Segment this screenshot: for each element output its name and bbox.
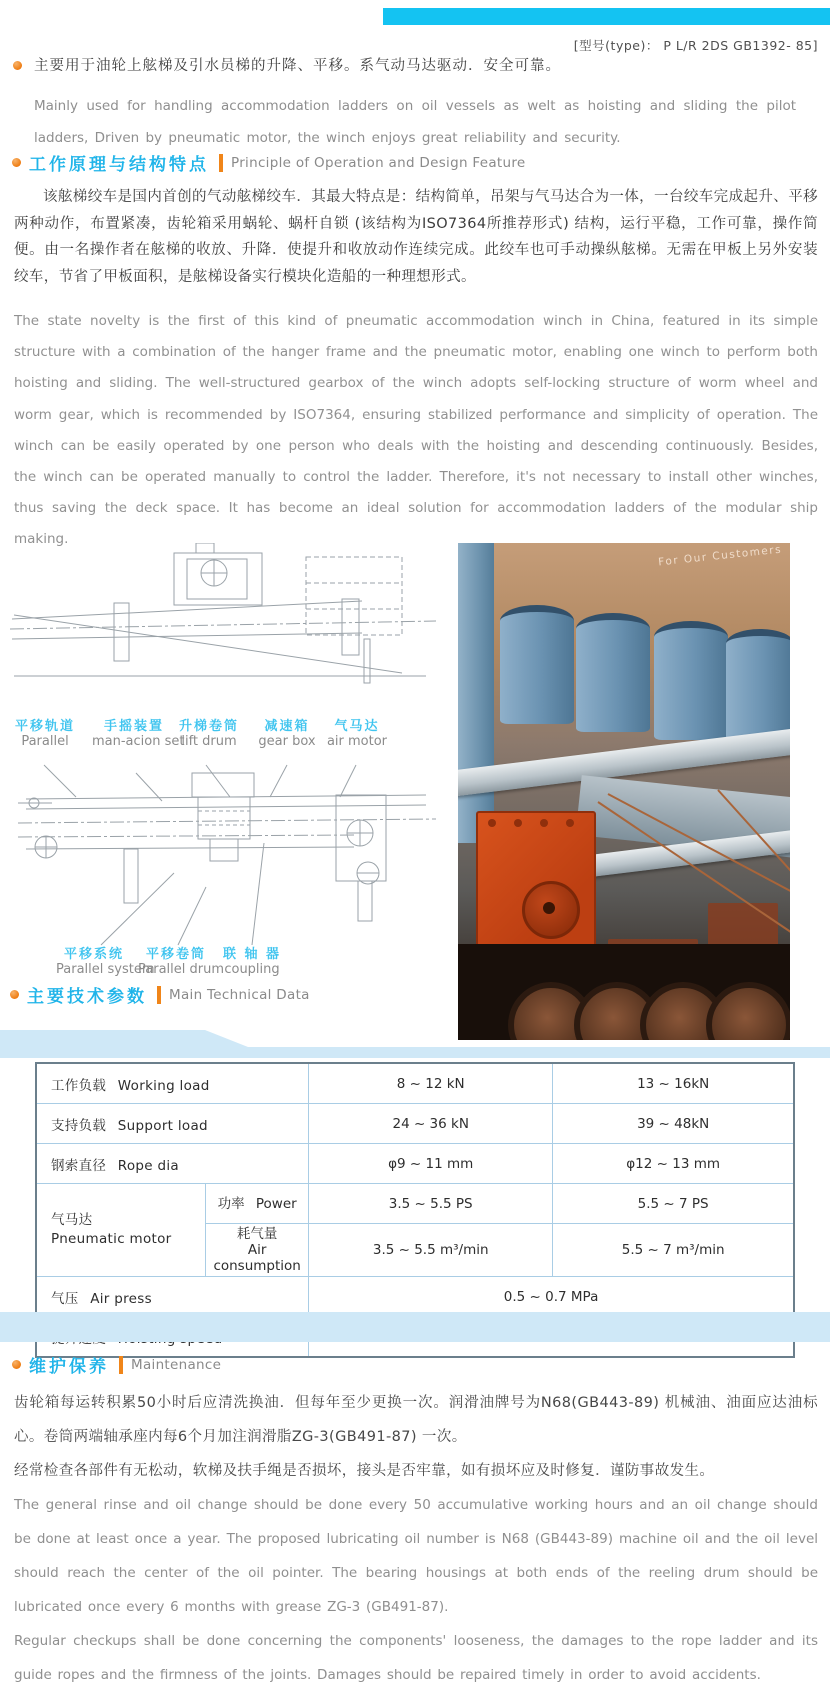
intro-text-zh: 主要用于油轮上舷梯及引水员梯的升降、平移。系气动马达驱动．安全可靠。: [34, 58, 561, 74]
photo-cylinder: [576, 613, 650, 732]
photo-cylinder: [654, 621, 728, 740]
callout-parallel-drum: 平移卷筒 Parallel drum: [138, 947, 224, 977]
maintenance-body: [14, 1386, 818, 1691]
product-photo: [458, 543, 790, 1040]
principle-body-en: The state novelty is the first of this kind of pneumatic accommodation winch in China, featured in its simple structure with a combination of the hanger frame and the pneumatic motor, enabling one winch to perform both hoisting and sliding. The well-structured gearbox of the winch adopts self-locking structure of worm wheel and worm gear, which is recommended by ISO7364, ensuring stabilized performance and simplicity of operation. The winch can be easily operated by one person who deals with the hoisting and descending continuously. Besides, the winch can be operated manually to control the ladder. Therefore, it's not necessary to install other winches, thus saving the deck space. It has become an ideal solution for accommodation ladders of the modular ship making.: [14, 313, 818, 548]
heading-divider-bar: [119, 1356, 123, 1374]
section-title-en: Maintenance: [131, 1356, 222, 1373]
maintenance-en-2: Regular checkups shall be done concerning the components' looseness, the damages to the rope ladder and its guide ropes and the firmness of the joints. Damages should be repaired timely in order to avoid accidents.: [14, 1633, 818, 1683]
table-row: 钢索直径 Rope dia φ9 ~ 11 mm φ12 ~ 13 mm: [36, 1144, 794, 1184]
decorative-band-bottom: [0, 1312, 830, 1342]
callout-manual-set: 手摇装置 man-acion set: [92, 719, 185, 749]
winch-technical-drawing: [6, 543, 440, 1013]
table-row: 工作负载 Working load 8 ~ 12 kN 13 ~ 16kN: [36, 1063, 794, 1104]
header-accent-bar: [383, 8, 830, 25]
section-heading-principle: [12, 150, 526, 175]
bullet-icon: [12, 1360, 21, 1369]
bullet-icon: [12, 158, 21, 167]
bullet-icon: [13, 61, 22, 70]
section-heading-technical: [10, 982, 310, 1007]
section-title-zh: 主要技术参数: [27, 987, 147, 1007]
bullet-icon: [10, 990, 19, 999]
photo-duct: [458, 543, 494, 843]
section-title-zh: 维护保养: [29, 1357, 109, 1377]
callout-gear-box: 减速箱 gear box: [258, 719, 316, 749]
table-row: 支持负载 Support load 24 ~ 36 kN 39 ~ 48kN: [36, 1104, 794, 1144]
drawing-linework: [6, 543, 440, 1013]
callout-parallel-system: 平移系统 Parallel system: [56, 947, 155, 977]
callout-parallel-rail: 平移轨道 Parallel: [14, 719, 75, 749]
photo-gearbox: [476, 811, 596, 953]
callout-air-motor: 气马达 air motor: [326, 719, 388, 749]
type-designation: [型号(type)： P L/R 2DS GB1392- 85]: [573, 38, 818, 53]
section-title-en: Principle of Operation and Design Feature: [231, 154, 526, 171]
maintenance-zh-1: 齿轮箱每运转积累50小时后应清洗换油．但每年至少更换一次。润滑油牌号为N68(GB443-89) 机械油、油面应达油标心。卷筒两端轴承座内每6个月加注润滑脂ZG-3(GB491-87) 一次。: [14, 1395, 818, 1445]
table-row: 耗气量 Air consumption 3.5 ~ 5.5 m³/min 5.5 ~ 7 m³/min: [36, 1224, 794, 1277]
table-row: 气马达 Pneumatic motor 功率 Power 3.5 ~ 5.5 PS 5.5 ~ 7 PS: [36, 1184, 794, 1224]
callout-lift-drum: 升梯卷筒 lift drum: [178, 719, 239, 749]
photo-cylinder: [500, 605, 574, 724]
table-row: 气压 Air press 0.5 ~ 0.7 MPa: [36, 1277, 794, 1317]
maintenance-en-1: The general rinse and oil change should be done every 50 accumulative working hours and an oil change should be done at least once a year. The proposed lubricating oil number is N68 (GB443-89) machine oil and the oil level should reach the center of the oil pointer. The bearing housings at both ends of the reeling drum should be lubricated once every 6 months with grease ZG-3 (GB491-87).: [14, 1497, 818, 1615]
heading-divider-bar: [157, 986, 161, 1004]
section-title-zh: 工作原理与结构特点: [29, 155, 209, 175]
principle-body-zh: 该舷梯绞车是国内首创的气动舷梯绞车．其最大特点是：结构简单，吊架与气马达合为一体，一台绞车完成起升、平移两种动作，布置紧凑，齿轮箱采用蜗轮、蜗杆自锁 (该结构为ISO7364所推荐形式) 结构，运行平稳，工作可靠，操作简便。由一名操作者在舷梯的收放、升降．使提升和收放动作连续完成。此绞车也可手动操纵舷梯。无需在甲板上另外安装绞车，节省了甲板面积，是舷梯设备实行模块化造船的一种理想形式。: [14, 189, 818, 285]
heading-divider-bar: [219, 154, 223, 172]
callout-coupling: 联 轴 器 coupling: [222, 947, 282, 977]
maintenance-zh-2: 经常检查各部件有无松动，软梯及扶手绳是否损坏，接头是否牢靠，如有损坏应及时修复．谨防事故发生。: [14, 1463, 715, 1479]
section-heading-maintenance: [12, 1352, 221, 1377]
photo-watermark: For Our Customers: [657, 543, 783, 569]
section-title-en: Main Technical Data: [169, 986, 310, 1003]
intro-text-en: Mainly used for handling accommodation ladders on oil vessels as welt as hoisting and sliding the pilot ladders, Driven by pneumatic motor, the winch enjoys great reliability and security.: [34, 98, 796, 146]
